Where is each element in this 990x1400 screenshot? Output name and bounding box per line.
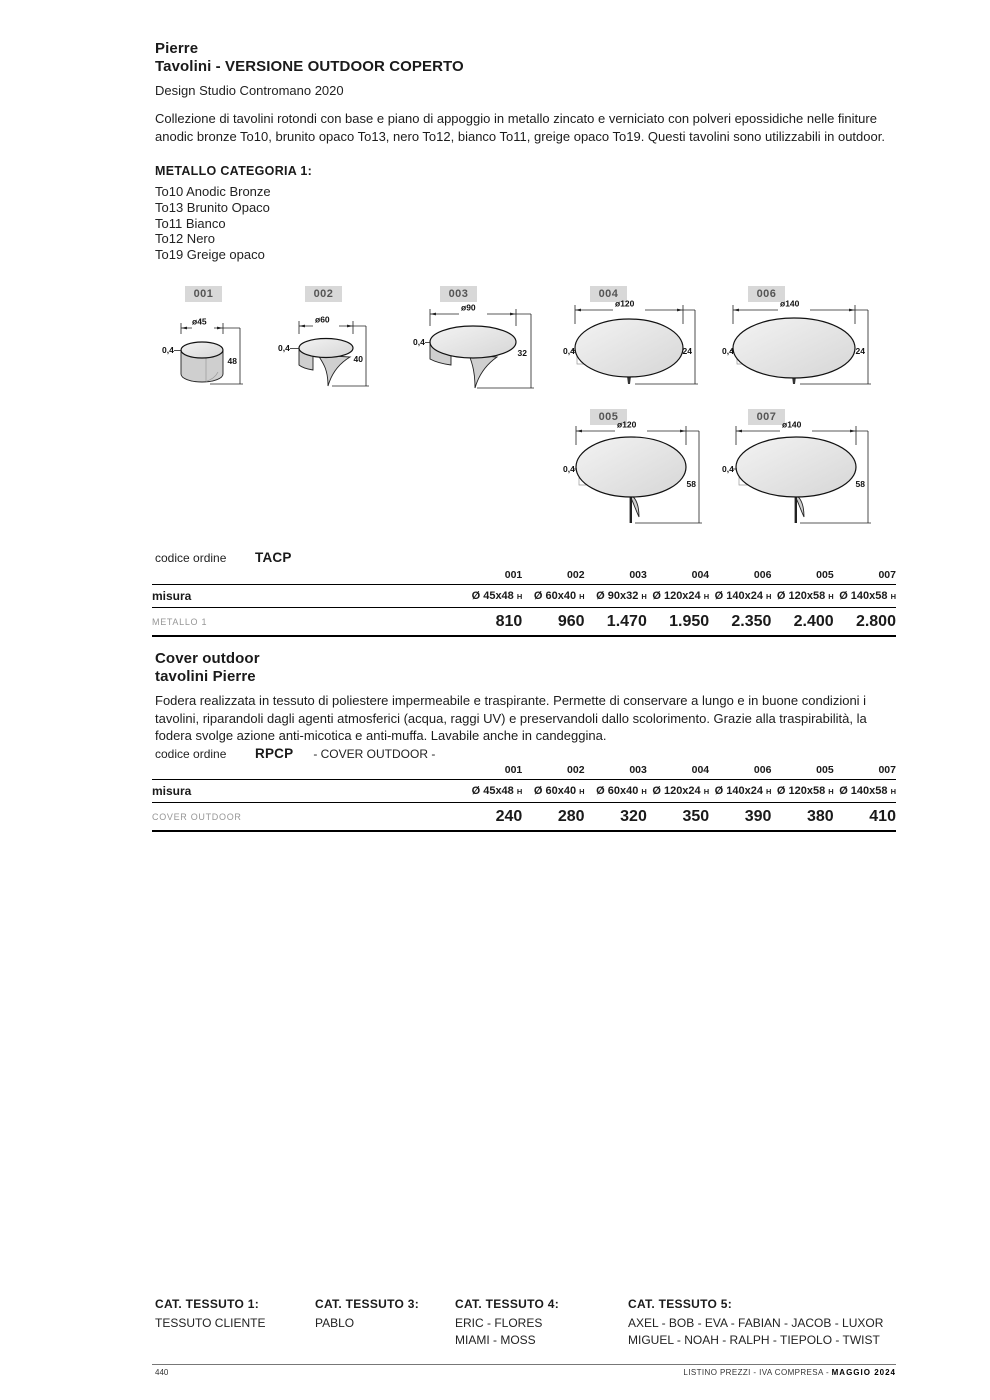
dim-thickness-label-007: 0,4 (722, 464, 734, 474)
table-drawing-007 (722, 421, 880, 533)
table-drawing-001 (162, 306, 257, 394)
misura-h-suffix: H (766, 787, 772, 796)
table-misura-value: Ø 45x48 H (471, 590, 523, 602)
misura-h-suffix: H (516, 787, 523, 796)
misura-h-suffix: H (766, 592, 772, 601)
table-drawing-006 (722, 296, 880, 396)
diagram-badge-005: 005 (590, 409, 627, 425)
table-price-value: 380 (807, 808, 834, 825)
misura-h-suffix: H (890, 787, 896, 796)
metallo-finish-item: To10 Anodic Bronze (155, 184, 271, 199)
table-drawing-003 (413, 302, 543, 400)
fabric-category-3 (315, 1297, 419, 1331)
table-price-value: 280 (557, 808, 585, 825)
dim-height-label-004: 24 (682, 346, 692, 356)
table-price-value: 2.800 (855, 613, 896, 630)
table-price-value: 320 (620, 808, 647, 825)
footer-divider (152, 1364, 896, 1365)
table-price-value: 960 (557, 613, 585, 630)
diagram-badge-006: 006 (748, 286, 785, 302)
misura-h-suffix: H (703, 787, 710, 796)
codice-ordine-label: codice ordine (155, 551, 227, 565)
order-code-tacp: TACP (255, 550, 292, 565)
misura-h-suffix: H (703, 592, 710, 601)
footer-imprint (683, 1368, 896, 1377)
fabric-category-label: CAT. TESSUTO 5: (628, 1297, 733, 1311)
table-column-code: 004 (691, 569, 710, 581)
metallo-items (155, 184, 312, 263)
price-table-metallo (152, 568, 896, 637)
table-column-code: 001 (504, 569, 523, 581)
metallo-finish-item: To13 Brunito Opaco (155, 199, 270, 215)
diagram-005 (563, 421, 711, 538)
table-row-prices (152, 608, 896, 637)
codice-ordine-label-2: codice ordine (155, 747, 227, 761)
product-title: Pierre (155, 40, 199, 57)
table-price-value: 1.950 (669, 613, 710, 630)
table-price-value: 810 (495, 613, 523, 630)
diagram-badge-007: 007 (748, 409, 785, 425)
dim-thickness-label-002: 0,4 (278, 343, 290, 353)
diagram-003 (413, 302, 543, 405)
imprint-text: LISTINO PREZZI - IVA COMPRESA - (683, 1368, 832, 1377)
misura-h-suffix: H (890, 592, 896, 601)
fabric-category-1 (155, 1297, 265, 1331)
table-misura-value: Ø 140x58 H (839, 785, 896, 797)
codice-ordine-line-rpcp (155, 745, 435, 763)
fabric-category-label: CAT. TESSUTO 3: (315, 1297, 420, 1311)
table-row-misura (152, 780, 896, 803)
diagram-006 (722, 296, 880, 401)
table-misura-value: Ø 60x40 H (533, 785, 585, 797)
table-column-code: 007 (878, 764, 896, 776)
table-misura-value: Ø 140x58 H (839, 590, 896, 602)
cover-title-line2: tavolini Pierre (155, 668, 256, 685)
table-column-code: 005 (816, 569, 834, 581)
price-table-cover (152, 763, 896, 832)
table-row-codes (152, 568, 896, 585)
cover-description: Fodera realizzata in tessuto di poliestere impermeabile e traspirante. Permette di conservare a lungo e in buone condizioni i tavolini, riparandoli dagli agenti atmosferici (acqua, raggi UV) e preservandoli dallo scolorimento. Grazie alla traspirabilità, la fodera svolge azione anti-micotica e anti-muffa. Lavabile anche in candeggina. (155, 693, 867, 743)
dim-height-label-007: 58 (855, 479, 865, 489)
table-misura-value: Ø 120x58 H (776, 785, 834, 797)
diagram-badge-002: 002 (305, 286, 342, 302)
codice-ordine-line-tacp (155, 549, 292, 567)
dim-height-label-002: 40 (353, 354, 363, 364)
metallo-finish-item: To19 Greige opaco (155, 247, 265, 263)
dim-diameter-label-006: ø140 (780, 298, 800, 309)
table-misura-value: Ø 120x24 H (652, 785, 710, 797)
diagram-badge-003: 003 (440, 286, 477, 302)
misura-h-suffix: H (516, 592, 523, 601)
table-column-code: 006 (753, 569, 772, 581)
dim-height-label-003: 32 (517, 348, 527, 358)
table-price-value: 2.400 (793, 613, 834, 630)
misura-h-suffix: H (828, 592, 834, 601)
table-column-code: 002 (567, 569, 585, 581)
fabric-category-4 (455, 1297, 559, 1348)
table-misura-value: Ø 140x24 H (714, 590, 772, 602)
imprint-date: MAGGIO 2024 (831, 1368, 896, 1377)
diagram-004 (563, 296, 705, 401)
dim-thickness-label-004: 0,4 (563, 346, 575, 356)
dim-thickness-label-003: 0,4 (413, 337, 425, 347)
metallo-category-list (155, 164, 312, 263)
diagram-001 (162, 306, 257, 399)
misura-h-suffix: H (828, 787, 834, 796)
misura-row-label: misura (152, 784, 192, 798)
order-code-rpcp: RPCP (255, 746, 294, 761)
dim-thickness-label-006: 0,4 (722, 346, 734, 356)
table-column-code: 002 (567, 764, 585, 776)
table-row-misura (152, 585, 896, 608)
table-misura-value: Ø 140x24 H (714, 785, 772, 797)
diagram-badge-004: 004 (590, 286, 627, 302)
dim-height-label-005: 58 (686, 479, 696, 489)
table-price-value: 2.350 (731, 613, 772, 630)
intro-paragraph: Collezione di tavolini rotondi con base e piano di appoggio in metallo zincato e verniciato con polveri epossidiche nelle finiture anodic bronze To10, brunito opaco To13, nero To12, bianco To11, greige opaco To19. Questi tavolini sono utilizzabili in outdoor. (155, 111, 885, 144)
header (155, 40, 464, 98)
product-subtitle: Tavolini - VERSIONE OUTDOOR COPERTO (155, 58, 464, 75)
table-misura-value: Ø 45x48 H (471, 785, 523, 797)
dim-height-label-001: 48 (227, 356, 237, 366)
price-row-label: METALLO 1 (152, 617, 208, 627)
diagram-002 (278, 306, 383, 403)
dim-diameter-label-002: ø60 (315, 314, 330, 325)
misura-row-label: misura (152, 589, 192, 603)
dim-thickness-label-001: 0,4 (162, 345, 174, 355)
table-row-prices (152, 803, 896, 832)
fabric-category-label: CAT. TESSUTO 4: (455, 1297, 560, 1311)
table-price-value: 390 (744, 808, 772, 825)
table-drawing-004 (563, 296, 705, 396)
misura-h-suffix: H (641, 787, 647, 796)
table-misura-value: Ø 120x24 H (652, 590, 710, 602)
table-column-code: 003 (629, 764, 647, 776)
fabric-category-names: ERIC - FLORES (455, 1316, 543, 1330)
misura-h-suffix: H (579, 592, 585, 601)
table-misura-value: Ø 60x40 H (533, 590, 585, 602)
table-column-code: 003 (629, 569, 647, 581)
table-column-code: 005 (816, 764, 834, 776)
table-column-code: 001 (504, 764, 523, 776)
fabric-category-names: TESSUTO CLIENTE (155, 1316, 266, 1330)
designer-credit: Design Studio Contromano 2020 (155, 83, 344, 98)
fabric-category-names: AXEL - BOB - EVA - FABIAN - JACOB - LUXOR (628, 1316, 884, 1330)
order-code-suffix: - COVER OUTDOOR - (313, 747, 436, 761)
metallo-heading: METALLO CATEGORIA 1: (155, 164, 313, 178)
table-price-value: 410 (869, 808, 896, 825)
fabric-category-names: PABLO (315, 1316, 355, 1330)
dim-diameter-label-005: ø120 (617, 421, 637, 430)
table-price-value: 1.470 (606, 613, 647, 630)
price-row-label: COVER OUTDOOR (152, 812, 242, 822)
table-misura-value: Ø 120x58 H (776, 590, 834, 602)
cover-title-line1: Cover outdoor (155, 650, 260, 667)
dim-thickness-label-005: 0,4 (563, 464, 575, 474)
table-row-codes (152, 763, 896, 780)
misura-h-suffix: H (641, 592, 647, 601)
table-drawing-002 (278, 306, 383, 398)
fabric-category-names: MIGUEL - NOAH - RALPH - TIEPOLO - TWIST (628, 1333, 880, 1347)
table-column-code: 004 (691, 764, 710, 776)
diagram-007 (722, 421, 880, 538)
misura-h-suffix: H (579, 787, 585, 796)
fabric-category-names: MIAMI - MOSS (455, 1333, 536, 1347)
fabric-category-5 (628, 1297, 883, 1348)
metallo-finish-item: To11 Bianco (155, 215, 226, 231)
table-misura-value: Ø 90x32 H (596, 590, 647, 602)
dim-height-label-006: 24 (855, 346, 865, 356)
table-misura-value: Ø 60x40 H (596, 785, 647, 797)
cover-section-title (155, 650, 260, 686)
table-price-value: 240 (495, 808, 523, 825)
dim-diameter-label-004: ø120 (615, 298, 635, 309)
dim-diameter-label-007: ø140 (782, 421, 802, 430)
dim-diameter-label-001: ø45 (192, 316, 207, 327)
table-column-code: 007 (878, 569, 896, 581)
table-price-value: 350 (682, 808, 710, 825)
table-drawing-005 (563, 421, 711, 533)
page-number: 440 (155, 1368, 169, 1377)
diagram-badge-001: 001 (185, 286, 222, 302)
metallo-finish-item: To12 Nero (155, 231, 215, 247)
table-column-code: 006 (753, 764, 772, 776)
dim-diameter-label-003: ø90 (461, 302, 476, 313)
fabric-category-label: CAT. TESSUTO 1: (155, 1297, 260, 1311)
